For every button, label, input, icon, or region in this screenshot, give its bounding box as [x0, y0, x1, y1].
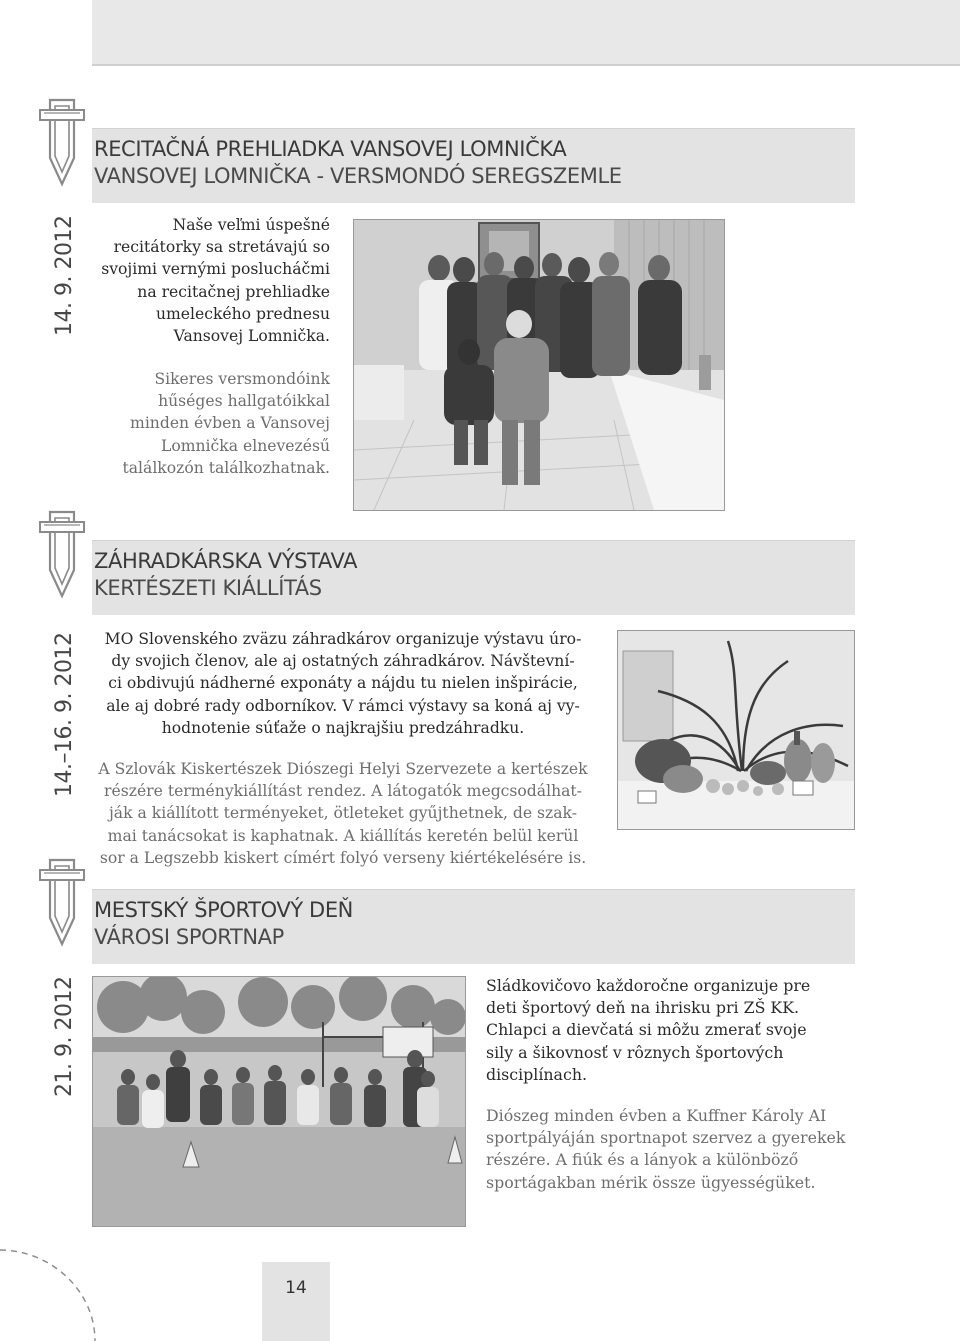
text-line: Sikeres versmondóink: [154, 370, 330, 388]
section-date: 14. 9. 2012: [52, 215, 77, 336]
section-title-hu: KERTÉSZETI KIÁLLÍTÁS: [94, 576, 322, 600]
section-title-sk: RECITAČNÁ PREHLIADKA VANSOVEJ LOMNIČKA: [94, 137, 567, 161]
text-line: sportpályáján sportnapot szervez a gyerekek: [486, 1128, 846, 1148]
top-divider: [92, 64, 960, 66]
text-hu-garden: [92, 758, 594, 869]
text-line: minden évben a Vansovej: [130, 414, 330, 433]
text-line: dy svojich členov, ale aj ostatných záhradkárov. Návštevní-: [111, 652, 575, 671]
text-sk-recitation: [92, 214, 330, 347]
garden-exhibition-photo: [617, 630, 855, 830]
section-date: 14.–16. 9. 2012: [52, 632, 77, 797]
text-hu-sports: [486, 1105, 856, 1194]
text-line: részére. A fiúk és a lányok a különböző: [486, 1150, 799, 1170]
text-line: ale aj dobré rady odborníkov. V rámci výstavy sa koná aj vy-: [106, 696, 580, 715]
page-number-box: [262, 1262, 330, 1341]
text-line: Diószeg minden évben a Kuffner Károly AI: [486, 1106, 827, 1125]
group-photo: [353, 219, 725, 511]
text-line: Naše veľmi úspešné: [172, 216, 330, 234]
text-line: recitátorky sa stretávajú so: [113, 238, 330, 257]
sports-day-photo: [92, 976, 466, 1227]
text-line: MO Slovenského zväzu záhradkárov organizuje výstavu úro-: [104, 630, 582, 648]
text-line: A Szlovák Kiskertészek Diószegi Helyi Szervezete a kertészek: [98, 760, 588, 778]
page-number: 14: [285, 1278, 307, 1298]
section-header-recitation: [92, 128, 855, 203]
text-line: hűséges hallgatóikkal: [158, 392, 330, 411]
text-sk-garden: [92, 628, 594, 739]
text-line: svojimi vernými poslucháčmi: [101, 260, 330, 279]
section-header-garden: [92, 540, 855, 615]
paperclip-icon: [36, 858, 88, 950]
text-line: Vansovej Lomnička.: [173, 327, 330, 346]
section-title-sk: MESTSKÝ ŠPORTOVÝ DEŇ: [94, 898, 353, 922]
paperclip-icon: [36, 510, 88, 602]
text-line: deti športový deň na ihrisku pri ZŠ KK.: [486, 998, 800, 1018]
decorative-dashed-arc: [0, 1240, 110, 1341]
text-line: na recitačnej prehliadke: [137, 282, 330, 301]
section-header-sports: [92, 889, 855, 964]
section-title-hu: VANSOVEJ LOMNIČKA - VERSMONDÓ SEREGSZEMLE: [94, 164, 622, 188]
section-date: 21. 9. 2012: [52, 976, 77, 1097]
text-line: részére terménykiállítást rendez. A látogatók megcsodálhat-: [104, 782, 582, 801]
text-line: találkozón találkozhatnak.: [122, 458, 330, 477]
text-line: Chlapci a dievčatá si môžu zmerať svoje: [486, 1020, 807, 1040]
text-line: sportágakban mérik össze ügyességüket.: [486, 1172, 816, 1192]
top-bar: [92, 0, 960, 64]
text-line: ják a kiállított terményeket, ötleteket gyűjthetnek, de szak-: [108, 804, 578, 823]
text-line: sor a Legszebb kiskert címért folyó verseny kiértékelésére is.: [99, 848, 587, 867]
section-title-hu: VÁROSI SPORTNAP: [94, 925, 284, 949]
text-line: mai tanácsokat is kaphatnak. A kiállítás keretén belül kerül: [107, 826, 579, 845]
text-line: ci obdivujú nádherné exponáty a nájdu tu nielen inšpirácie,: [108, 674, 578, 693]
text-line: disciplínach.: [486, 1064, 588, 1084]
section-title-sk: ZÁHRADKÁRSKA VÝSTAVA: [94, 549, 358, 573]
text-line: sily a šikovnosť v rôznych športových: [486, 1042, 784, 1062]
paperclip-icon: [36, 98, 88, 190]
text-hu-recitation: [92, 368, 330, 479]
text-line: hodnotenie súťaže o najkrajšiu predzáhradku.: [161, 718, 525, 737]
text-line: Lomnička elnevezésű: [160, 436, 330, 455]
text-sk-sports: [486, 975, 846, 1086]
text-line: umeleckého prednesu: [155, 304, 330, 323]
text-line: Sládkovičovo každoročne organizuje pre: [486, 976, 811, 995]
